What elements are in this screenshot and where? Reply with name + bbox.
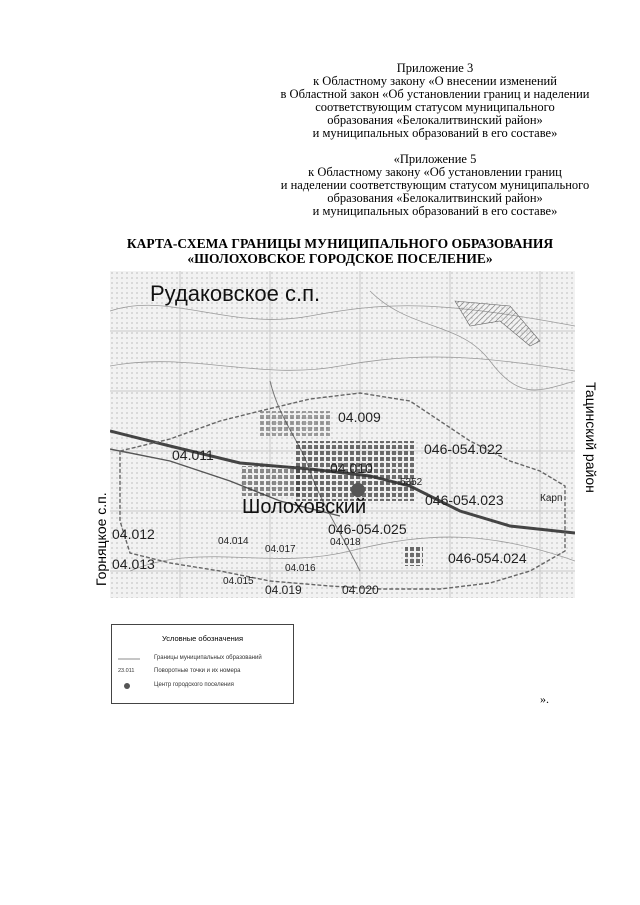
point-code: 04.010	[330, 460, 373, 476]
neighbor-west-label: Горняцкое с.п.	[93, 492, 109, 586]
legend-point-sample: 23.011	[118, 668, 135, 674]
closing-quote: ».	[540, 692, 549, 706]
settlement-center-marker	[351, 483, 365, 497]
point-code: 04.011	[172, 447, 214, 463]
appendix-3-line: соответствующим статусом муниципального	[315, 100, 555, 114]
title-line-2: «ШОЛОХОВСКОЕ ГОРОДСКОЕ ПОСЕЛЕНИЕ»	[187, 251, 493, 266]
point-code: 04.017	[265, 544, 296, 555]
point-code: 04.014	[218, 536, 249, 547]
point-code: 04.009	[338, 409, 381, 425]
appendix-5-line: образования «Белокалитвинский район»	[327, 191, 543, 205]
appendix-3-line: Приложение 3	[396, 61, 474, 75]
legend-center-text: Центр городского поселения	[154, 682, 234, 688]
appendix-5-line: и муниципальных образований в его составе»	[312, 204, 558, 218]
place-label: Карп	[540, 493, 563, 504]
appendix-3-line: образования «Белокалитвинский район»	[327, 113, 543, 127]
point-code: 046-054.023	[425, 492, 504, 508]
map-scheme	[110, 271, 575, 598]
legend-points-text: Поворотные точки и их номера	[154, 668, 241, 674]
appendix-3-line: в Областной закон «Об установлении границ и наделении	[280, 87, 590, 101]
point-code: 04.016	[285, 563, 316, 574]
title-line-1: КАРТА-СХЕМА ГРАНИЦЫ МУНИЦИПАЛЬНОГО ОБРАЗОВАНИЯ	[126, 236, 554, 251]
urban-area	[260, 411, 330, 436]
appendix-5-line: «Приложение 5	[393, 152, 477, 166]
appendix-5-line: и наделении соответствующим статусом муниципального	[280, 178, 590, 192]
legend-title: Условные обозначения	[161, 634, 244, 643]
point-code: 04.020	[342, 583, 379, 597]
center-dot-icon	[118, 681, 140, 691]
neighbor-east-label: Тацинский район	[583, 382, 599, 493]
settlement-label: Шолоховский	[242, 496, 367, 518]
urban-area	[240, 466, 300, 496]
legend-row-points	[118, 667, 289, 677]
point-code: 04.019	[265, 583, 302, 597]
appendix-3-line: и муниципальных образований в его составе»	[312, 126, 558, 140]
point-code: 04.018	[330, 537, 361, 548]
neighbor-north-label: Рудаковское с.п.	[150, 281, 321, 306]
boundary-line-icon	[118, 654, 140, 664]
document-title	[60, 236, 620, 266]
point-code: 046-054.024	[448, 550, 527, 566]
appendix-5-header	[250, 153, 620, 218]
topographic-map	[110, 271, 575, 598]
point-code: 046-054.022	[424, 441, 503, 457]
map-legend	[111, 624, 294, 704]
legend-row-center	[118, 681, 289, 691]
appendix-3-line: к Областному закону «О внесении изменений	[313, 74, 557, 88]
point-code: 046-054.025	[328, 521, 407, 537]
elevation-label: 5352	[400, 477, 423, 488]
appendix-3-header	[250, 62, 620, 140]
urban-area	[405, 546, 423, 566]
point-code: 04.015	[223, 576, 254, 587]
point-code: 04.012	[112, 526, 155, 542]
appendix-5-line: к Областному закону «Об установлении границ	[308, 165, 562, 179]
legend-boundary-text: Границы муниципальных образований	[154, 655, 262, 661]
point-code: 04.013	[112, 556, 155, 572]
legend-row-boundary	[118, 654, 289, 664]
